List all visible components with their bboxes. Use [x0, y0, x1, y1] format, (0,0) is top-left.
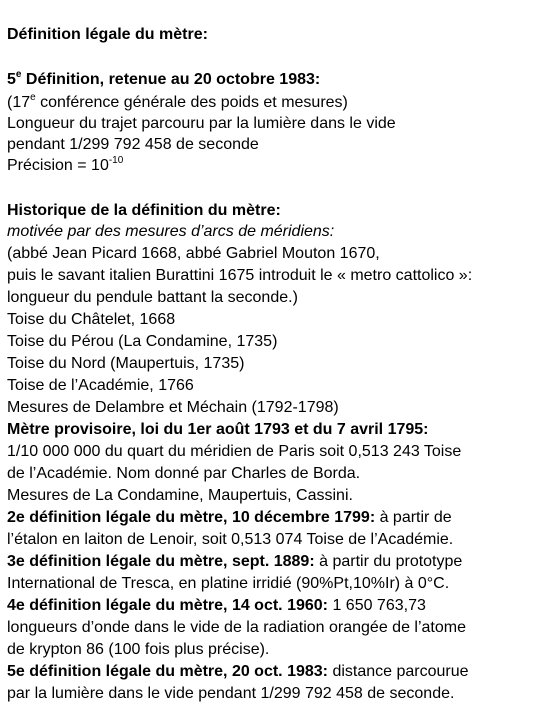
definition-3-label: 3e définition légale du mètre, sept. 1889: [7, 553, 315, 570]
definition-2-text: à partir de [375, 509, 452, 526]
definition-3-text: à partir du prototype [314, 553, 463, 570]
definition-5-text: distance parcourue [328, 663, 469, 680]
provisoire-heading: Mètre provisoire, loi du 1er août 1793 et du 7 avril 1795: [7, 421, 429, 438]
definition-5-line-2: par la lumière dans le vide pendant 1/299 792 458 de seconde. [7, 685, 455, 702]
history-line: Toise du Pérou (La Condamine, 1735) [7, 333, 278, 350]
precision-exponent: -10 [108, 154, 124, 166]
definition-2-line-1 [7, 508, 452, 527]
precision-line [7, 156, 123, 175]
history-line: Toise du Nord (Maupertuis, 1735) [7, 355, 245, 372]
heading-number: 5 [7, 71, 16, 88]
page-title: Définition légale du mètre: [7, 26, 208, 43]
history-line: Mesures de Delambre et Méchain (1792-1798) [7, 399, 339, 416]
precision-text: Précision = 10 [7, 157, 109, 174]
conference-superscript: e [30, 91, 36, 103]
history-line: puis le savant italien Burattini 1675 introduit le « metro cattolico »: [7, 267, 473, 284]
current-definition-heading [7, 70, 320, 89]
provisoire-line: 1/10 000 000 du quart du méridien de Paris soit 0,513 243 Toise [7, 443, 462, 460]
definition-4-line-1 [7, 596, 426, 615]
history-line: Toise du Châtelet, 1668 [7, 311, 176, 328]
provisoire-line: Mesures de La Condamine, Maupertuis, Cassini. [7, 487, 353, 504]
conference-text: conférence générale des poids et mesures) [35, 94, 348, 111]
definition-4-line-2: longueurs d’onde dans le vide de la radiation orangée de l’atome [7, 619, 466, 636]
history-heading: Historique de la définition du mètre: [7, 202, 281, 219]
definition-4-line-3: de krypton 86 (100 fois plus précise). [7, 641, 270, 658]
conference-number: (17 [7, 94, 31, 111]
heading-superscript: e [15, 68, 22, 80]
definition-line-2: pendant 1/299 792 458 de seconde [7, 136, 259, 153]
definition-5-line-1 [7, 662, 469, 681]
history-subtitle: motivée par des mesures d’arcs de méridiens: [7, 223, 335, 240]
definition-line-1: Longueur du trajet parcouru par la lumière dans le vide [7, 115, 396, 132]
history-line: longueur du pendule battant la seconde.) [7, 289, 298, 306]
conference-line [7, 93, 348, 112]
definition-4-text: 1 650 763,73 [328, 597, 426, 614]
definition-5-label: 5e définition légale du mètre, 20 oct. 1983: [7, 663, 328, 680]
definition-2-label: 2e définition légale du mètre, 10 décembre 1799: [7, 509, 376, 526]
provisoire-line: de l’Académie. Nom donné par Charles de Borda. [7, 465, 361, 482]
definition-4-label: 4e définition légale du mètre, 14 oct. 1960: [7, 597, 328, 614]
history-line: (abbé Jean Picard 1668, abbé Gabriel Mouton 1670, [7, 245, 380, 262]
definition-2-line-2: l’étalon en laiton de Lenoir, soit 0,513 074 Toise de l’Académie. [7, 531, 454, 548]
definition-3-line-2: International de Tresca, en platine irridié (90%Pt,10%Ir) à 0°C. [7, 575, 450, 592]
history-line: Toise de l’Académie, 1766 [7, 377, 194, 394]
heading-text: Définition, retenue au 20 octobre 1983: [21, 71, 321, 88]
definition-3-line-1 [7, 552, 462, 571]
